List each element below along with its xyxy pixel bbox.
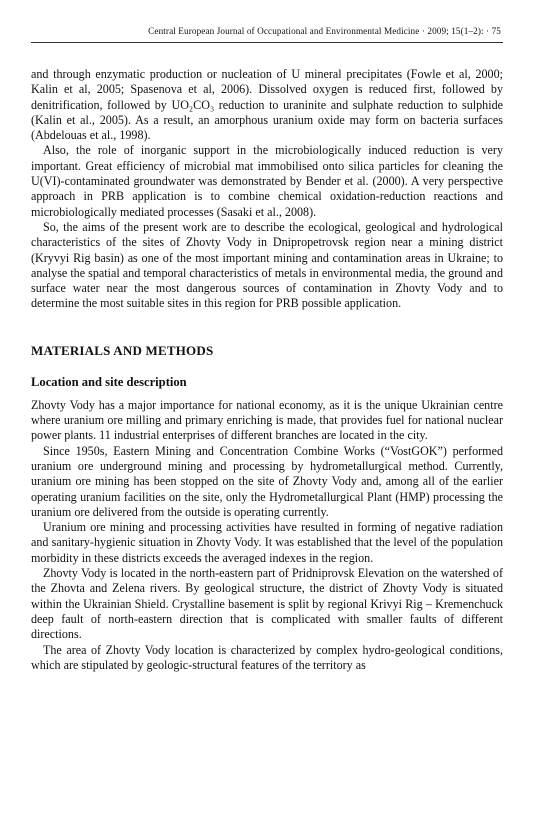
- paragraph-aims: So, the aims of the present work are to describe the ecological, geological and hydrological characteristics of the sites of Zhovty Vody in Dnipropetrovsk region near a mining district (Kryvyi Rig basin) as one of the most important mining and contamination areas in Ukraine; to analyse the spatial and temporal characteristics of metals in environmental media, the ground and surface water near the most dangerous sources of contamination in Zhovty Vody and to determine the most suitable sites in this region for PRB possible application.: [31, 219, 503, 311]
- section-heading: MATERIALS AND METHODS: [31, 342, 214, 358]
- journal-page: [31, 24, 503, 673]
- paragraph-zhovty-vody-importance: Zhovty Vody has a major importance for national economy, as it is the unique Ukrainian centre where uranium ore milling and primary enriching is made, that provides fuel for national nuclear power plants. 11 industrial enterprises of different branches are located in the city.: [31, 397, 503, 443]
- paragraph-geology: Zhovty Vody is located in the north-eastern part of Pridniprovsk Elevation on the watershed of the Zhovta and Zelena rivers. By geological structure, the district of Zhovty Vody is situated within the Ukrainian Shield. Crystalline basement is split by regional Krivyi Rig – Kremenchuck deep fault of north-eastern direction that is complicated with smaller faults of different directions.: [31, 566, 503, 642]
- paragraph-inorganic-support: Also, the role of inorganic support in the microbiologically induced reduction is very important. Great efficiency of microbial mat immobilised onto silica particles for cleaning the U(VI)-contaminated groundwater was demonstrated by Bender et al. (2000). A very perspective approach in PRB application is to combine chemical oxidation-reduction reactions and microbiologically mediated processes (Sasaki et al., 2008).: [31, 143, 503, 219]
- paragraph-hydrogeology: The area of Zhovty Vody location is characterized by complex hydro-geological conditions, which are stipulated by geologic-structural features of the territory as: [31, 642, 503, 672]
- subsection-heading: Location and site description: [31, 374, 187, 389]
- paragraph-vostgok: Since 1950s, Eastern Mining and Concentration Combine Works (“VostGOK”) performed uranium ore underground mining and processing by hydrometallurgical method. Currently, uranium ore mining has been stopped on the site of Zhovty Vody and, among all of the earlier operating uranium facilities on the site, only the Hydrometallurgical Plant (HMP) processing the uranium ore delivered from the outside is operating currently.: [31, 443, 503, 519]
- running-head: Central European Journal of Occupational and Environmental Medicine · 2009; 15(1–2): · 75: [148, 26, 501, 36]
- paragraph-continuation: and through enzymatic production or nucleation of U mineral precipitates (Fowle et al, 2000; Kalin et al, 2005; Spasenova et al, 2006). Dissolved oxygen is reduced first, followed by denitrification, followed by UO₂CO₃ reduction to uraninite and sulphate reduction to sulphide (Kalin et al., 2005). As a result, an amorphous uranium oxide may form on bacteria surfaces (Abdelouas et al., 1998).: [31, 67, 503, 143]
- paragraph-radiation-situation: Uranium ore mining and processing activities have resulted in forming of negative radiation and sanitary-hygienic situation in Zhovty Vody. It was established that the level of the population morbidity in these districts exceeds the averaged indexes in the region.: [31, 520, 503, 565]
